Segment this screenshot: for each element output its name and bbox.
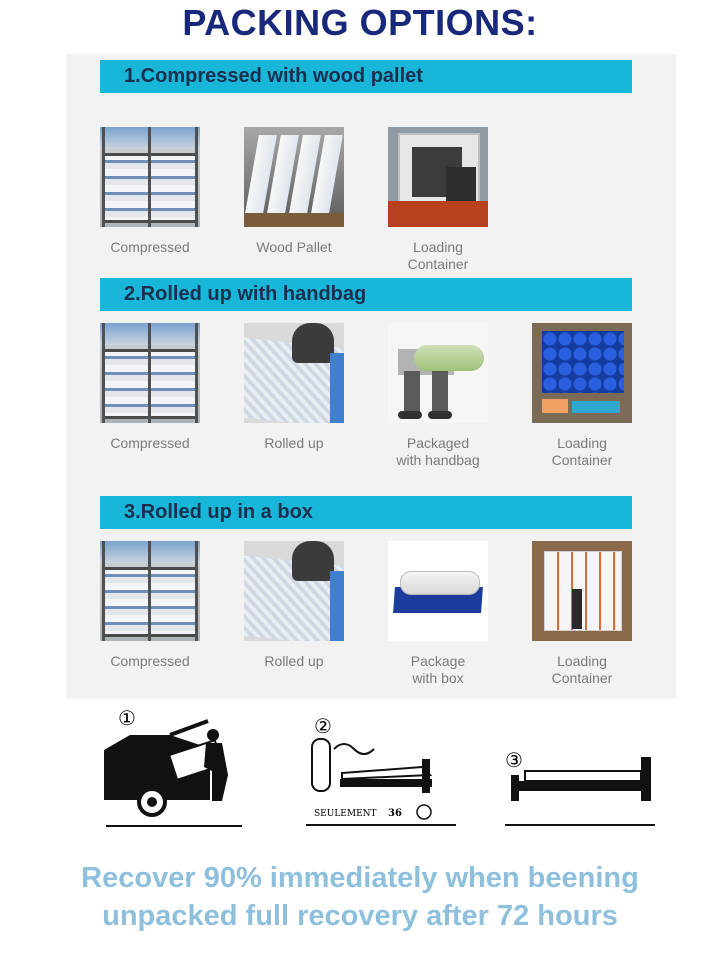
loading-container-photo: [388, 127, 488, 227]
tagline-line-1: Recover 90% immediately when beening: [81, 862, 639, 894]
handbag-photo: [388, 323, 488, 423]
loading-container-photo: [532, 541, 632, 641]
step-2-sublabel: 36: [388, 808, 402, 819]
caption-rolled-up: Rolled up: [264, 435, 324, 451]
compressed-mattress-photo: [100, 127, 200, 227]
compressed-mattress-photo: [100, 323, 200, 423]
rolled-mattress-photo: [244, 323, 344, 423]
caption-loading-container: Loading Container: [551, 653, 613, 686]
caption-packaged-handbag: Packaged with handbag: [396, 435, 480, 468]
caption-compressed: Compressed: [110, 653, 190, 669]
caption-compressed: Compressed: [110, 239, 190, 255]
tagline-line-2: unpacked full recovery after 72 hours: [102, 900, 618, 932]
box-package-photo: [388, 541, 488, 641]
loading-container-photo: [532, 323, 632, 423]
step-1-number: ①: [118, 706, 136, 730]
bed-frame-icon: [503, 745, 658, 830]
caption-package-box: Package with box: [410, 653, 466, 686]
caption-wood-pallet: Wood Pallet: [256, 239, 332, 255]
step-2-label: SEULEMENT: [314, 809, 377, 819]
caption-rolled-up: Rolled up: [264, 653, 324, 669]
section-1-heading: 1.Compressed with wood pallet: [100, 60, 632, 93]
page-title: PACKING OPTIONS:: [182, 2, 538, 43]
rolled-mattress-photo: [244, 541, 344, 641]
step-2-number: ②: [314, 714, 332, 738]
compressed-mattress-photo: [100, 541, 200, 641]
step-3-number: ③: [505, 748, 523, 772]
caption-compressed: Compressed: [110, 435, 190, 451]
wood-pallet-photo: [244, 127, 344, 227]
section-2-heading: 2.Rolled up with handbag: [100, 278, 632, 311]
unroll-on-bed-icon: [302, 713, 462, 830]
section-3-heading: 3.Rolled up in a box: [100, 496, 632, 529]
car-unloading-icon: [100, 705, 250, 830]
caption-loading-container: Loading Container: [551, 435, 613, 468]
caption-loading-container: Loading Container: [407, 239, 469, 272]
